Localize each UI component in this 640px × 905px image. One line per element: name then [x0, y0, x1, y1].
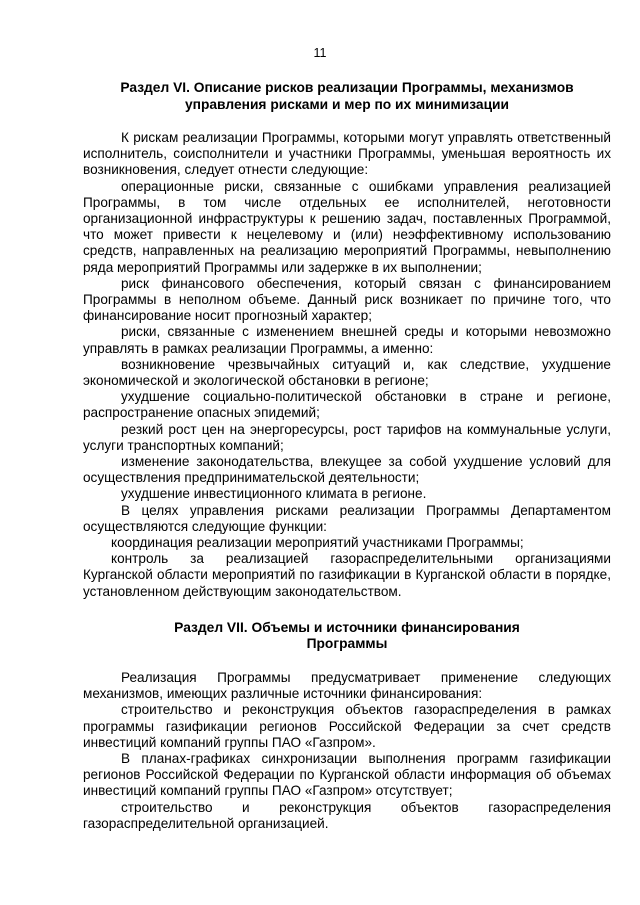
section-6-paragraph: контроль за реализацией газораспределительными организациями Курганской области мероприятий по газификации в Курганской области в порядке, установленном действующим законодательством. — [83, 551, 611, 599]
section-6-heading — [83, 80, 611, 113]
spacer — [83, 600, 611, 620]
section-6-paragraph: К рискам реализации Программы, которыми могут управлять ответственный исполнитель, соисполнители и участники Программы, уменьшая вероятность их возникновения, следует отнести следующие: — [83, 130, 611, 178]
section-6-paragraph: ухудшение инвестиционного климата в регионе. — [121, 486, 427, 502]
spacer — [83, 653, 611, 670]
section-6-paragraph: операционные риски, связанные с ошибками управления реализацией Программы, в том числе отдельных ее исполнителей, неготовности организационной инфраструктуры к решению задач, поставленных Программой, что может привести к нецелевому и (или) неэффективному использованию средств, направленных на реализацию мероприятий Программы, невыполнению ряда мероприятий Программы или задержке в их выполнении; — [83, 178, 611, 275]
section-6-paragraph: риск финансового обеспечения, который связан с финансированием Программы в неполном объеме. Данный риск возникает по причине того, что финансирование носит прогнозный характер; — [83, 275, 611, 324]
section-6-paragraph: координация реализации мероприятий участниками Программы; — [111, 535, 524, 551]
section-6-heading-line-1: Раздел VI. Описание рисков реализации Программы, механизмов — [120, 80, 574, 95]
section-6-paragraph: ухудшение социально-политической обстановки в стране и регионе, распространение опасных эпидемий; — [83, 389, 611, 421]
section-6-paragraph: В целях управления рисками реализации Программы Департаментом осуществляются следующие функции: — [83, 502, 611, 534]
section-7-heading-line-1: Раздел VII. Объемы и источники финансирования — [174, 619, 520, 635]
section-7-paragraph: Реализация Программы предусматривает применение следующих механизмов, имеющих различные источники финансирования: — [83, 669, 611, 702]
section-6-paragraph: риски, связанные с изменением внешней среды и которыми невозможно управлять в рамках реализации Программы, а именно: — [83, 324, 611, 356]
section-7-paragraph: строительство и реконструкция объектов газораспределения газораспределительной организацией. — [83, 799, 611, 831]
section-7-heading-line-2: Программы — [306, 636, 388, 652]
section-6-heading-line-2: управления рисками и мер по их минимизации — [184, 96, 510, 112]
spacer — [83, 113, 611, 130]
section-7-paragraph: строительство и реконструкция объектов газораспределения в рамках программы газификации регионов Российской Федерации за счет средств инвестиций компаний группы ПАО «Газпром». — [83, 702, 611, 750]
section-7-paragraph: В планах-графиках синхронизации выполнения программ газификации регионов Российской Федерации по Курганской области информация об объемах инвестиций компаний группы ПАО «Газпром» отсутствует; — [83, 750, 611, 799]
section-6-paragraph: резкий рост цен на энергоресурсы, рост тарифов на коммунальные услуги, услуги транспортных компаний; — [83, 421, 611, 453]
section-7-heading — [83, 620, 611, 653]
page-number: 11 — [313, 46, 327, 60]
page-content — [83, 80, 611, 832]
section-6-paragraph: изменение законодательства, влекущее за собой ухудшение условий для осуществления предпринимательской деятельности; — [83, 454, 611, 486]
section-6-paragraph: возникновение чрезвычайных ситуаций и, как следствие, ухудшение экономической и экологической обстановки в регионе; — [83, 356, 611, 389]
